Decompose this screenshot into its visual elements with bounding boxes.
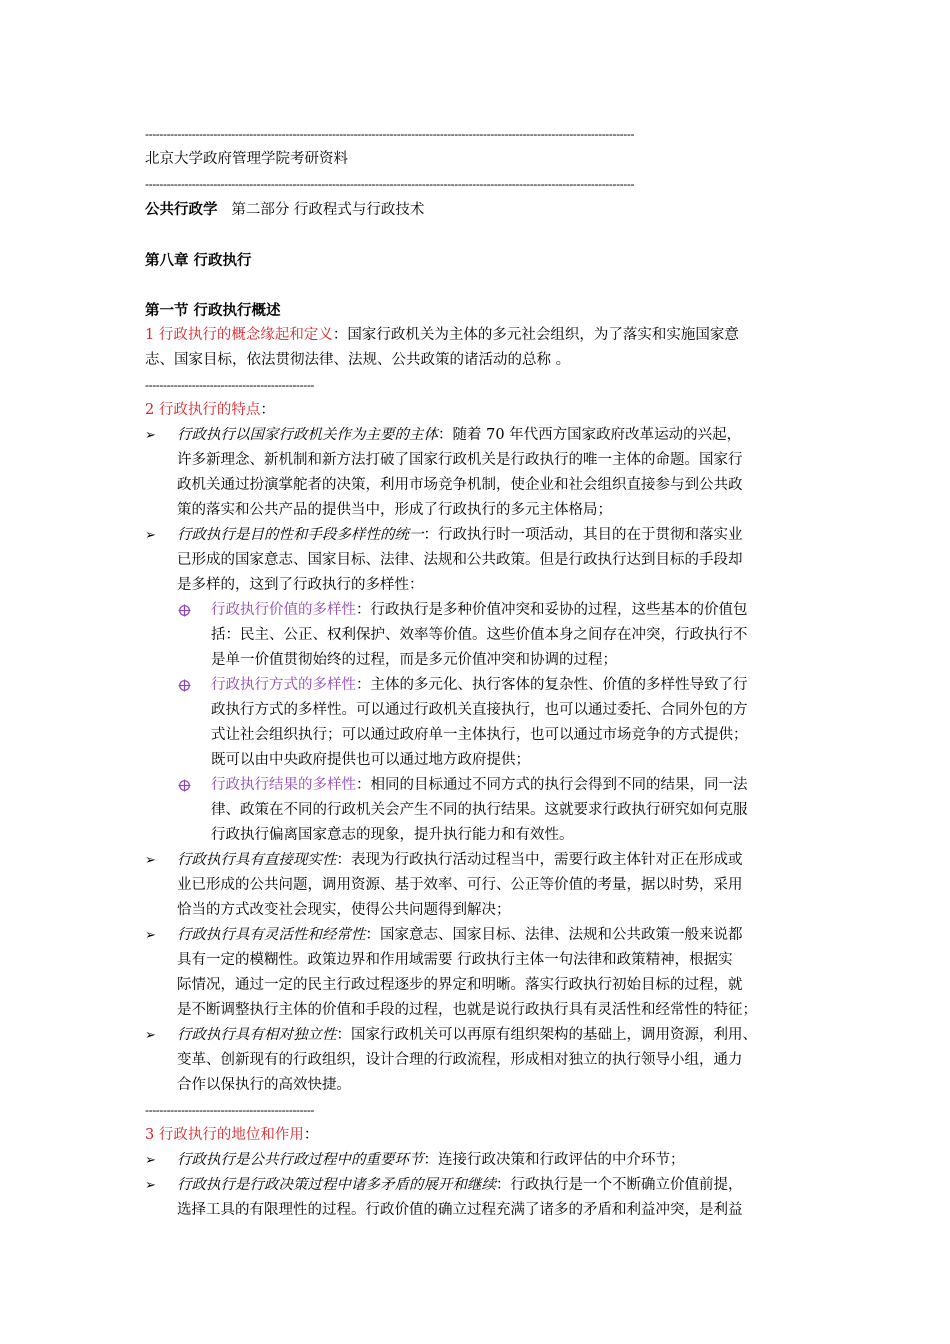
arrowhead-icon: ➢ [145,928,156,943]
arrowhead-icon: ➢ [145,1153,156,1168]
separator-short: ----------------------------------------------- [145,378,315,392]
item2-heading: 2 行政执行的特点： [145,402,275,418]
arrowhead-icon: ➢ [145,853,156,868]
arrowhead-icon: ➢ [145,428,156,443]
list-item: ➢ 行政执行是行政决策过程中诸多矛盾的展开和继续：行政执行是一个不断确立价值前提， 选择工具的有限理性的过程。行政价值的确立过程充满了诸多的矛盾和利益冲突，是利益 [145,1173,810,1223]
list-item: ➢ 行政执行是公共行政过程中的重要环节：连接行政决策和行政评估的中介环节； [145,1148,810,1173]
chapter-title: 第八章 行政执行 [145,252,252,269]
arrowhead-icon: ➢ [145,1178,156,1193]
arrowhead-icon: ➢ [145,528,156,543]
list-item: ➢ 行政执行具有直接现实性：表现为行政执行活动过程当中，需要行政主体针对正在形成或 业已形成的公共问题，调用资源、基于效率、可行、公正等价值的考量，据以时势，采用 恰当的方式改变社会现实，使得公共问题得到解决； [145,848,810,923]
sub-list-item: 行政执行价值的多样性：行政执行是多种价值冲突和妥协的过程，这些基本的价值包 括：民主、公正、权利保护、效率等价值。这些价值本身之间存在冲突，行政执行不 是单一价值贯彻始终的过程，而是多元价值冲突和协调的过程； [145,598,810,673]
section-title: 第一节 行政执行概述 [145,302,281,319]
item1-line-2: 志、国家目标，依法贯彻法律、法规、公共政策的诸活动的总称 。 [145,352,571,368]
document-page [145,122,810,1223]
list-item: ➢ 行政执行具有灵活性和经常性：国家意志、国家目标、法律、法规和公共政策一般来说都 具有一定的模糊性。政策边界和作用域需要 行政执行主体一句法律和政策精神，根据实 际情况，通过一定的民主行政过程逐步的界定和明晰。落实行政执行初始目标的过程，就 是不断调整执行主体的价值和手段的过程，也就是说行政执行具有灵活性和经常性的特征； [145,923,810,1023]
part-title: 第二部分 行政程式与行政技术 [231,202,425,218]
list-item: ➢ 行政执行是目的性和手段多样性的统一：行政执行时一项活动，其目的在于贯彻和落实业 已形成的国家意志、国家目标、法律、法规和公共政策。但是行政执行达到目标的手段却 是多样的，这到了行政执行的多样性： [145,523,810,598]
crossed-circle-icon [178,604,191,617]
item1-line-1: 1 行政执行的概念缘起和定义：国家行政机关为主体的多元社会组织，为了落实和实施国家意 [145,327,739,343]
crossed-circle-icon [178,679,191,692]
course-title [145,197,810,223]
list-item: ➢ 行政执行以国家行政机关作为主要的主体：随着 70 年代西方国家政府改革运动的兴起， 许多新理念、新机制和新方法打破了国家行政机关是行政执行的唯一主体的命题。国家行 政机关通过扮演掌舵者的决策，利用市场竞争机制，使企业和社会组织直接参与到公共政 策的落实和公共产品的提供当中，形成了行政执行的多元主体格局； [145,423,810,523]
arrowhead-icon: ➢ [145,1028,156,1043]
course-name: 公共行政学 [145,201,218,218]
item1-label: 1 行政执行的概念缘起和定义 [145,327,333,343]
sub-list-item: 行政执行方式的多样性：主体的多元化、执行客体的复杂性、价值的多样性导致了行 政执行方式的多样性。可以通过行政机关直接执行，也可以通过委托、合同外包的方 式让社会组织执行；可以通过政府单一主体执行，也可以通过市场竞争的方式提供； 既可以由中央政府提供也可以通过地方政府提供； [145,673,810,773]
separator-line: ---------------------------------------------------------------------------------------------------------------------------------------- [145,177,635,191]
list-item: ➢ 行政执行具有相对独立性：国家行政机关可以再原有组织架构的基础上，调用资源，利用、 变革、创新现有的行政组织，设计合理的行政流程，形成相对独立的执行领导小组，通力 合作以保执行的高效快捷。 [145,1023,810,1098]
separator-short: ----------------------------------------------- [145,1103,315,1117]
sub-list-item: 行政执行结果的多样性：相同的目标通过不同方式的执行会得到不同的结果，同一法 律、政策在不同的行政机关会产生不同的执行结果。这就要求行政执行研究如何克服 行政执行偏离国家意志的现象，提升执行能力和有效性。 [145,773,810,848]
separator-line: ---------------------------------------------------------------------------------------------------------------------------------------- [145,127,635,141]
source-line: 北京大学政府管理学院考研资料 [145,151,348,167]
crossed-circle-icon [178,779,191,792]
item3-heading: 3 行政执行的地位和作用： [145,1127,319,1143]
